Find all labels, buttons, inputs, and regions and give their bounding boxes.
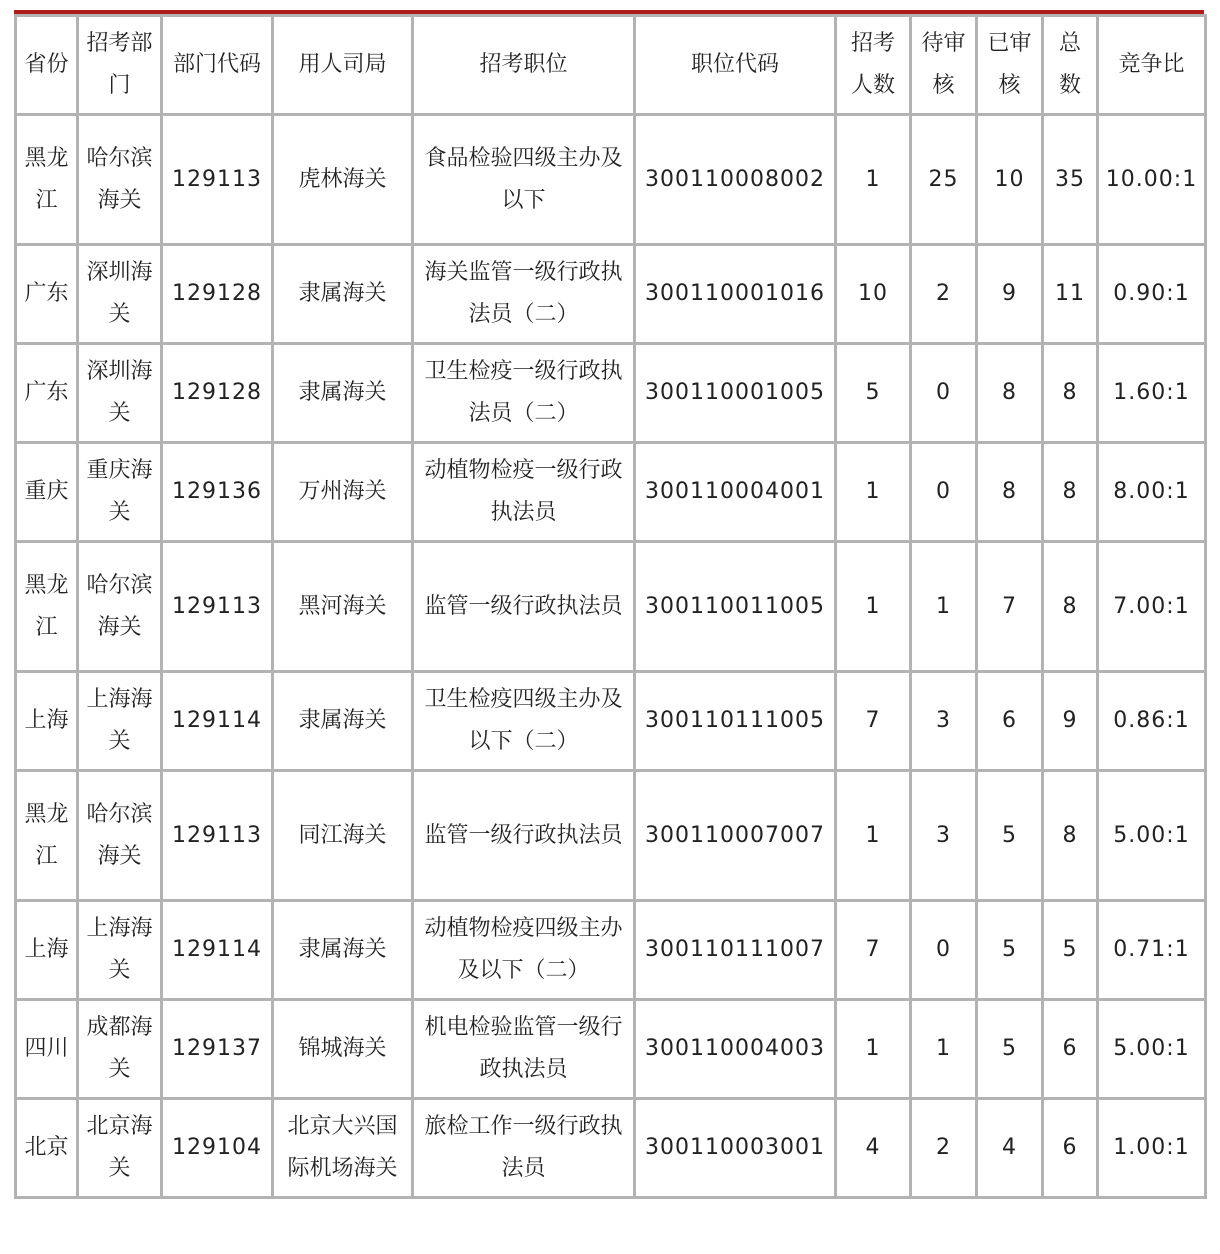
cell-province: 黑龙江 xyxy=(17,116,79,246)
cell-competition-ratio: 8.00:1 xyxy=(1099,444,1207,543)
cell-recruit-count: 1 xyxy=(837,772,912,902)
cell-position: 海关监管一级行政执法员（二） xyxy=(414,246,636,345)
cell-employing-bureau: 隶属海关 xyxy=(274,673,414,772)
cell-position: 动植物检疫四级主办及以下（二） xyxy=(414,902,636,1001)
cell-recruiting-dept: 上海海关 xyxy=(79,902,163,1001)
cell-reviewed: 8 xyxy=(978,345,1044,444)
cell-reviewed: 4 xyxy=(978,1100,1044,1199)
table-row xyxy=(17,116,1207,246)
cell-recruiting-dept: 北京海关 xyxy=(79,1100,163,1199)
table-row xyxy=(17,543,1207,673)
header-pending-review: 待审核 xyxy=(912,17,978,116)
cell-recruit-count: 1 xyxy=(837,543,912,673)
cell-position-code: 300110008002 xyxy=(636,116,837,246)
cell-recruiting-dept: 成都海关 xyxy=(79,1001,163,1100)
cell-position: 卫生检疫四级主办及以下（二） xyxy=(414,673,636,772)
cell-competition-ratio: 10.00:1 xyxy=(1099,116,1207,246)
cell-position-code: 300110001005 xyxy=(636,345,837,444)
cell-province: 北京 xyxy=(17,1100,79,1199)
cell-province: 上海 xyxy=(17,902,79,1001)
cell-dept-code: 129114 xyxy=(163,673,274,772)
table-row xyxy=(17,444,1207,543)
cell-position: 监管一级行政执法员 xyxy=(414,543,636,673)
table-body xyxy=(17,116,1207,1199)
cell-pending-review: 0 xyxy=(912,345,978,444)
cell-employing-bureau: 锦城海关 xyxy=(274,1001,414,1100)
cell-recruiting-dept: 深圳海关 xyxy=(79,345,163,444)
cell-pending-review: 3 xyxy=(912,673,978,772)
cell-competition-ratio: 0.71:1 xyxy=(1099,902,1207,1001)
cell-reviewed: 6 xyxy=(978,673,1044,772)
cell-reviewed: 8 xyxy=(978,444,1044,543)
cell-position: 食品检验四级主办及以下 xyxy=(414,116,636,246)
cell-recruit-count: 7 xyxy=(837,902,912,1001)
cell-total: 8 xyxy=(1044,444,1099,543)
table-row xyxy=(17,1100,1207,1199)
cell-position: 动植物检疫一级行政执法员 xyxy=(414,444,636,543)
cell-dept-code: 129137 xyxy=(163,1001,274,1100)
header-dept-code: 部门代码 xyxy=(163,17,274,116)
recruitment-table xyxy=(14,14,1207,1199)
cell-employing-bureau: 同江海关 xyxy=(274,772,414,902)
cell-dept-code: 129113 xyxy=(163,772,274,902)
cell-total: 8 xyxy=(1044,345,1099,444)
cell-dept-code: 129113 xyxy=(163,543,274,673)
cell-reviewed: 5 xyxy=(978,772,1044,902)
cell-recruit-count: 5 xyxy=(837,345,912,444)
cell-recruit-count: 1 xyxy=(837,116,912,246)
cell-competition-ratio: 0.90:1 xyxy=(1099,246,1207,345)
cell-position-code: 300110007007 xyxy=(636,772,837,902)
cell-province: 四川 xyxy=(17,1001,79,1100)
table-container xyxy=(14,10,1204,1199)
cell-reviewed: 5 xyxy=(978,1001,1044,1100)
cell-position-code: 300110111005 xyxy=(636,673,837,772)
table-row xyxy=(17,345,1207,444)
cell-dept-code: 129113 xyxy=(163,116,274,246)
cell-total: 5 xyxy=(1044,902,1099,1001)
cell-position-code: 300110001016 xyxy=(636,246,837,345)
header-employing-bureau: 用人司局 xyxy=(274,17,414,116)
cell-pending-review: 25 xyxy=(912,116,978,246)
cell-position-code: 300110004001 xyxy=(636,444,837,543)
cell-recruiting-dept: 哈尔滨海关 xyxy=(79,543,163,673)
cell-total: 8 xyxy=(1044,772,1099,902)
cell-pending-review: 0 xyxy=(912,902,978,1001)
table-row xyxy=(17,673,1207,772)
cell-competition-ratio: 1.60:1 xyxy=(1099,345,1207,444)
cell-reviewed: 10 xyxy=(978,116,1044,246)
cell-position-code: 300110003001 xyxy=(636,1100,837,1199)
table-row xyxy=(17,772,1207,902)
cell-pending-review: 0 xyxy=(912,444,978,543)
table-header xyxy=(17,17,1207,116)
cell-reviewed: 5 xyxy=(978,902,1044,1001)
cell-recruit-count: 10 xyxy=(837,246,912,345)
cell-competition-ratio: 5.00:1 xyxy=(1099,1001,1207,1100)
cell-position: 监管一级行政执法员 xyxy=(414,772,636,902)
cell-employing-bureau: 隶属海关 xyxy=(274,246,414,345)
cell-employing-bureau: 隶属海关 xyxy=(274,345,414,444)
cell-recruit-count: 1 xyxy=(837,444,912,543)
header-total: 总数 xyxy=(1044,17,1099,116)
cell-total: 8 xyxy=(1044,543,1099,673)
cell-position-code: 300110111007 xyxy=(636,902,837,1001)
cell-province: 黑龙江 xyxy=(17,543,79,673)
cell-position: 卫生检疫一级行政执法员（二） xyxy=(414,345,636,444)
cell-employing-bureau: 虎林海关 xyxy=(274,116,414,246)
cell-competition-ratio: 5.00:1 xyxy=(1099,772,1207,902)
table-row xyxy=(17,1001,1207,1100)
cell-position: 机电检验监管一级行政执法员 xyxy=(414,1001,636,1100)
cell-province: 重庆 xyxy=(17,444,79,543)
cell-competition-ratio: 7.00:1 xyxy=(1099,543,1207,673)
cell-pending-review: 2 xyxy=(912,1100,978,1199)
cell-pending-review: 3 xyxy=(912,772,978,902)
cell-province: 黑龙江 xyxy=(17,772,79,902)
cell-recruit-count: 7 xyxy=(837,673,912,772)
header-competition-ratio: 竞争比 xyxy=(1099,17,1207,116)
cell-province: 广东 xyxy=(17,246,79,345)
cell-total: 6 xyxy=(1044,1100,1099,1199)
cell-position-code: 300110011005 xyxy=(636,543,837,673)
cell-recruiting-dept: 上海海关 xyxy=(79,673,163,772)
cell-reviewed: 7 xyxy=(978,543,1044,673)
cell-employing-bureau: 隶属海关 xyxy=(274,902,414,1001)
cell-recruiting-dept: 重庆海关 xyxy=(79,444,163,543)
cell-pending-review: 1 xyxy=(912,1001,978,1100)
cell-total: 35 xyxy=(1044,116,1099,246)
header-reviewed: 已审核 xyxy=(978,17,1044,116)
header-row xyxy=(17,17,1207,116)
cell-recruiting-dept: 哈尔滨海关 xyxy=(79,116,163,246)
header-position: 招考职位 xyxy=(414,17,636,116)
cell-pending-review: 1 xyxy=(912,543,978,673)
cell-reviewed: 9 xyxy=(978,246,1044,345)
cell-recruit-count: 4 xyxy=(837,1100,912,1199)
cell-dept-code: 129128 xyxy=(163,246,274,345)
cell-province: 上海 xyxy=(17,673,79,772)
cell-dept-code: 129128 xyxy=(163,345,274,444)
cell-total: 6 xyxy=(1044,1001,1099,1100)
cell-dept-code: 129114 xyxy=(163,902,274,1001)
cell-competition-ratio: 1.00:1 xyxy=(1099,1100,1207,1199)
cell-employing-bureau: 黑河海关 xyxy=(274,543,414,673)
cell-total: 11 xyxy=(1044,246,1099,345)
header-province: 省份 xyxy=(17,17,79,116)
table-row xyxy=(17,902,1207,1001)
cell-position-code: 300110004003 xyxy=(636,1001,837,1100)
cell-dept-code: 129136 xyxy=(163,444,274,543)
cell-dept-code: 129104 xyxy=(163,1100,274,1199)
cell-pending-review: 2 xyxy=(912,246,978,345)
cell-position: 旅检工作一级行政执法员 xyxy=(414,1100,636,1199)
cell-province: 广东 xyxy=(17,345,79,444)
header-recruit-count: 招考人数 xyxy=(837,17,912,116)
cell-employing-bureau: 万州海关 xyxy=(274,444,414,543)
cell-recruiting-dept: 哈尔滨海关 xyxy=(79,772,163,902)
table-row xyxy=(17,246,1207,345)
cell-employing-bureau: 北京大兴国际机场海关 xyxy=(274,1100,414,1199)
cell-total: 9 xyxy=(1044,673,1099,772)
cell-recruit-count: 1 xyxy=(837,1001,912,1100)
cell-recruiting-dept: 深圳海关 xyxy=(79,246,163,345)
header-recruiting-dept: 招考部门 xyxy=(79,17,163,116)
header-position-code: 职位代码 xyxy=(636,17,837,116)
cell-competition-ratio: 0.86:1 xyxy=(1099,673,1207,772)
